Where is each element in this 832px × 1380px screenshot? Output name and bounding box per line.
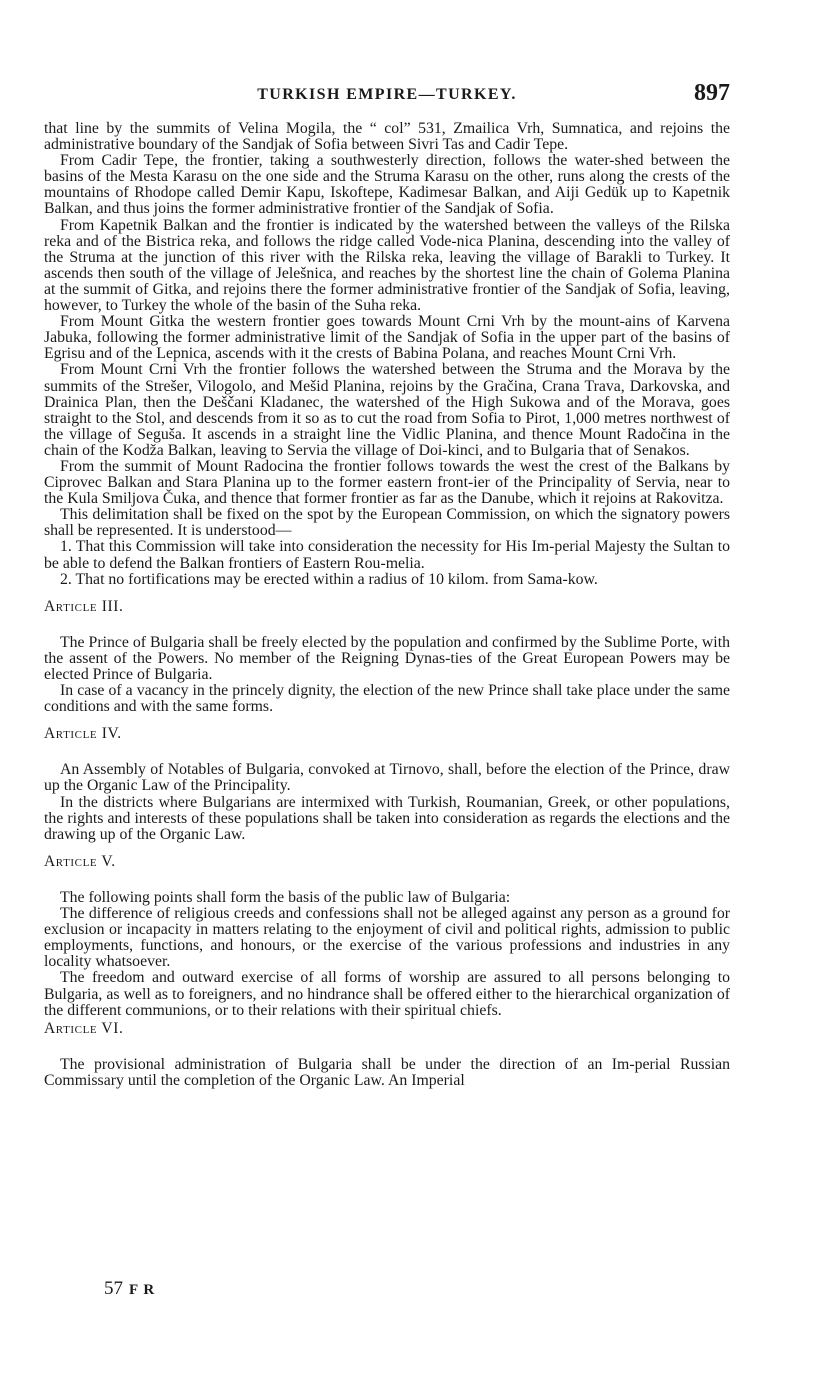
running-head: TURKISH EMPIRE—TURKEY. (257, 86, 517, 103)
page-header (44, 80, 730, 110)
paragraph: From Kapetnik Balkan and the frontier is indicated by the watershed between the valleys of the Rilska reka and of the Bistrica reka, and follows the ridge called Vode-nica Planina, descending into the valley of the Struma at the junction of this river with the Rilska reka, leaving the village of Barakli to Turkey. It ascends then south of the village of Jelešnica, and reaches by the shortest line the chain of Golema Planina at the summit of Gitka, and rejoins there the former administrative frontier of the Sandjak of Sofia, leaving, however, to Turkey the whole of the basin of the Suha reka. (44, 216, 730, 315)
article-heading: Article III. (44, 597, 124, 615)
paragraph: The provisional administration of Bulgaria shall be under the direction of an Im-perial Russian Commissary until the completion of the Organic Law. An Imperial (44, 1055, 730, 1089)
paragraph: 1. That this Commission will take into consideration the necessity for His Im-perial Majesty the Sultan to be able to defend the Balkan frontiers of Eastern Rou-melia. (44, 538, 730, 572)
paragraph: The difference of religious creeds and confessions shall not be alleged against any person as a ground for exclusion or incapacity in matters relating to the enjoyment of civil and political rights, admission to public employments, functions, and honours, or the exercise of the various professions and industries in any locality whatsoever. (44, 905, 730, 971)
article-heading: Article VI. (44, 1019, 124, 1037)
article-heading: Article IV. (44, 725, 122, 743)
paragraph: 2. That no fortifications may be erected within a radius of 10 kilom. from Sama-kow. (60, 570, 598, 588)
paragraph: that line by the summits of Velina Mogila, the “ col” 531, Zmailica Vrh, Sumnatica, and rejoins the administrative boundary of the Sandjak of Sofia between Sivri Tas and Cadir Tepe. (44, 120, 730, 154)
paragraph: From Mount Crni Vrh the frontier follows the watershed between the Struma and the Morava by the summits of the Strešer, Vilogolo, and Mešid Planina, rejoins by the Gračina, Crana Trava, Darkovska, and Drainica Plan, then the Deščani Kladanec, the watershed of the High Sukowa and of the Morava, goes straight to the Stol, and descends from it so as to cut the road from Sofia to Pirot, 1,000 metres northwest of the village of Seguša. It ascends in a straight line the Vidlic Planina, and thence Mount Radočina in the chain of the Kodža Balkan, leaving to Servia the village of Doi-kinci, and to Bulgaria that of Senakos. (44, 361, 730, 459)
paragraph: An Assembly of Notables of Bulgaria, convoked at Tirnovo, shall, before the election of the Prince, draw up the Organic Law of the Principality. (44, 761, 730, 795)
paragraph: The freedom and outward exercise of all forms of worship are assured to all persons belonging to Bulgaria, as well as to foreigners, and no hindrance shall be offered either to the hierarchical organization of the different communions, or to their relations with their spiritual chiefs. (44, 969, 730, 1019)
signature-number: 57 (104, 1278, 123, 1299)
paragraph: The following points shall form the basis of the public law of Bulgaria: (60, 888, 511, 906)
paragraph: From Mount Gitka the western frontier goes towards Mount Crni Vrh by the mount-ains of Karvena Jabuka, following the former administrative limit of the Sandjak of Sofia in the upper part of the basins of Egrisu and of the Lepnica, ascends with it the crests of Babina Polana, and reaches Mount Crni Vrh. (44, 313, 730, 363)
paragraph: From Cadir Tepe, the frontier, taking a southwesterly direction, follows the water-shed between the basins of the Mesta Karasu on the one side and the Struma Karasu on the other, runs along the crests of the mountains of Rhodope called Demir Kapu, Iskoftepe, Kadimesar Balkan, and Aiji Gedük up to Kapetnik Balkan, and thus joins the former administrative frontier of the Sandjak of Sofia. (44, 152, 730, 218)
article-heading: Article V. (44, 852, 116, 870)
document-body (44, 121, 730, 1089)
paragraph: This delimitation shall be fixed on the spot by the European Commission, on which the signatory powers shall be represented. It is understood— (44, 506, 730, 540)
paragraph: From the summit of Mount Radocina the frontier follows towards the west the crest of the Balkans by Ciprovec Balkan and Stara Planina up to the former eastern front-ier of the Principality of Servia, near to the Kula Smiljova Čuka, and thence that former frontier as far as the Danube, which it rejoins at Rakovitza. (44, 457, 730, 508)
signature-letters: F R (129, 1282, 156, 1298)
printer-signature (104, 1278, 155, 1300)
paragraph: In case of a vacancy in the princely dignity, the election of the new Prince shall take place under the same conditions and with the same forms. (44, 682, 730, 716)
paragraph: In the districts where Bulgarians are intermixed with Turkish, Roumanian, Greek, or other populations, the rights and interests of these populations shall be taken into consideration as regards the elections and the drawing up of the Organic Law. (44, 793, 730, 843)
page-number: 897 (694, 80, 730, 106)
paragraph: The Prince of Bulgaria shall be freely elected by the population and confirmed by the Sublime Porte, with the assent of the Powers. No member of the Reigning Dynas-ties of the Great European Powers may be elected Prince of Bulgaria. (44, 633, 730, 683)
